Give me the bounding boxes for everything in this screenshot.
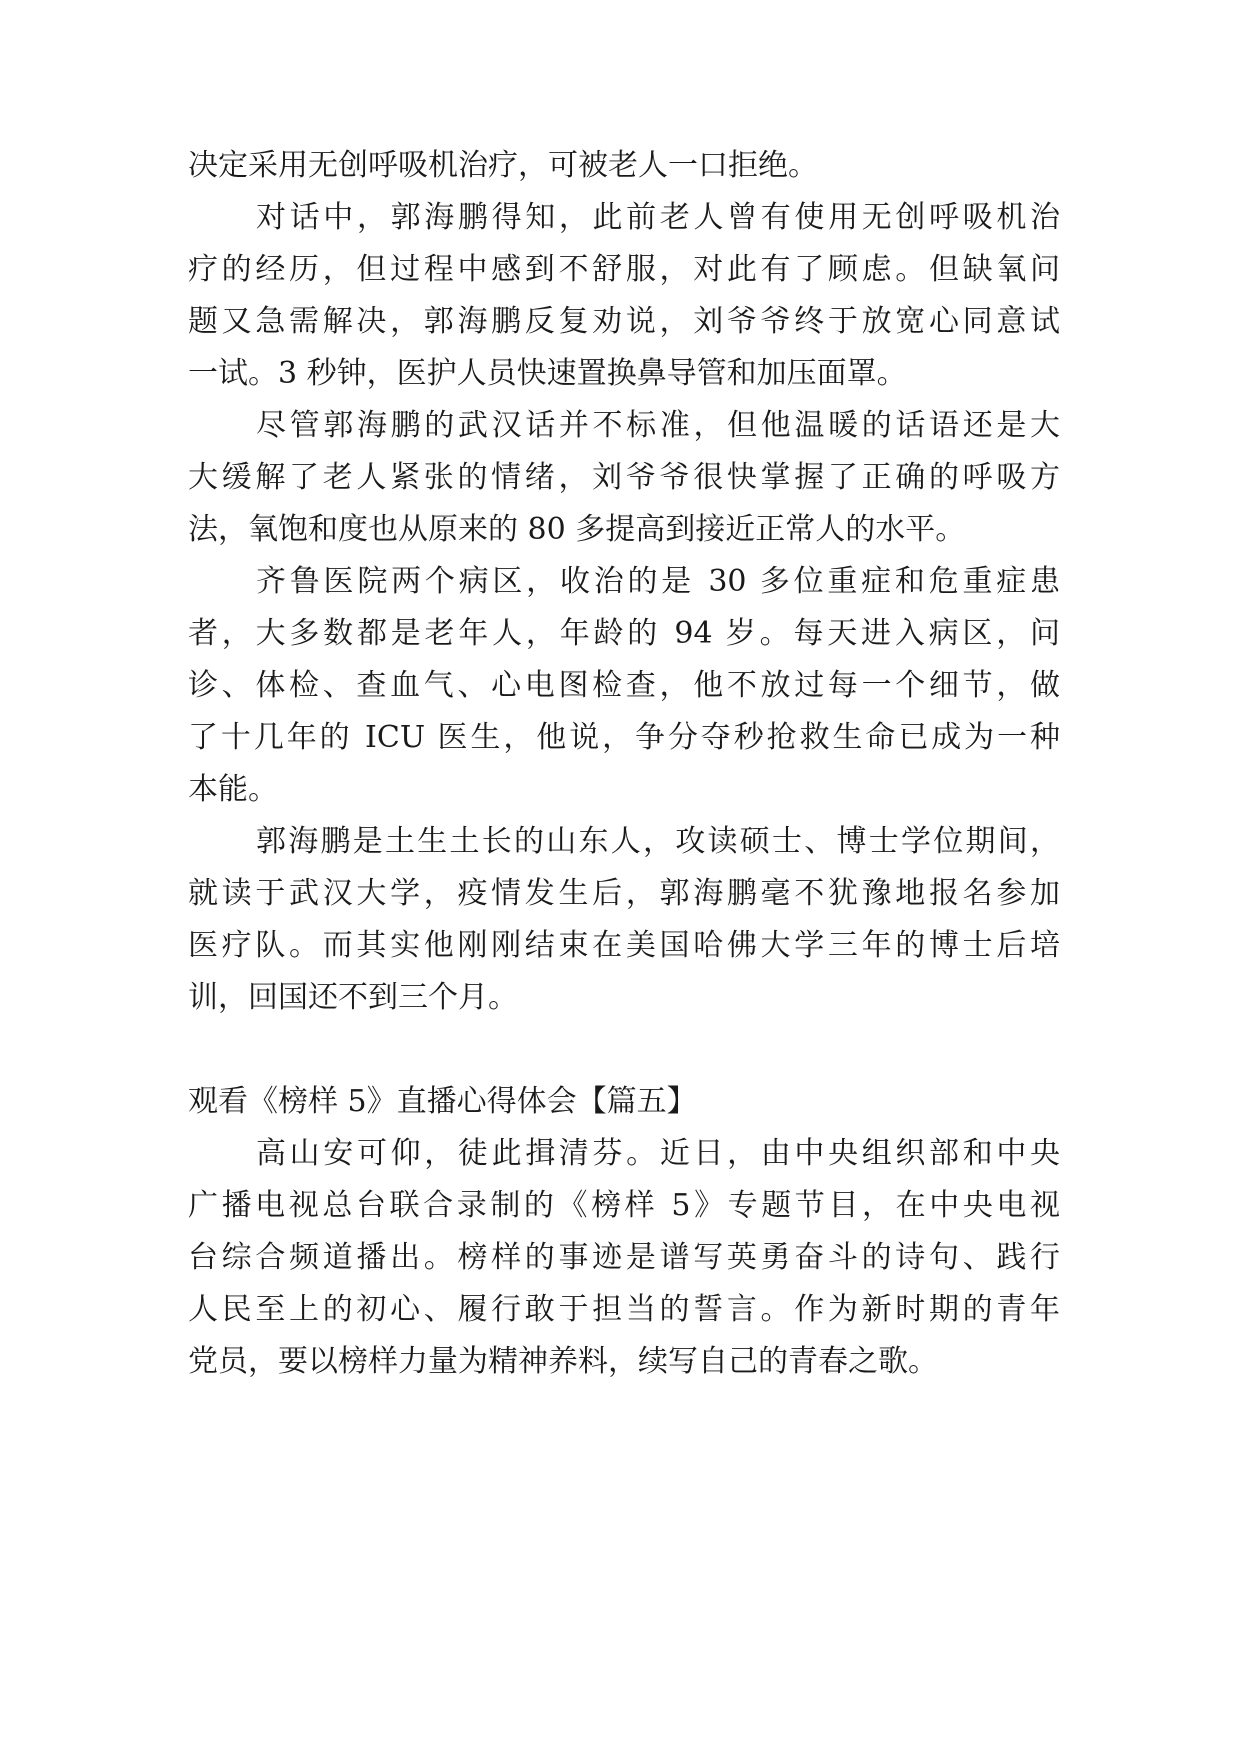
section-heading: 观看《榜样 5》直播心得体会【篇五】 bbox=[188, 1084, 697, 1119]
paragraph-1-line-1: 决定采用无创呼吸机治疗，可被老人一口拒绝。 bbox=[188, 148, 818, 183]
paragraph-6-line-5: 党员，要以榜样力量为精神养料，续写自己的青春之歌。 bbox=[188, 1344, 938, 1379]
paragraph-6-line-4: 人民至上的初心、履行敢于担当的誓言。作为新时期的青年 bbox=[188, 1292, 1060, 1327]
paragraph-5-line-1: 郭海鹏是土生土长的山东人，攻读硕士、博士学位期间， bbox=[256, 824, 1060, 859]
paragraph-6-line-3: 台综合频道播出。榜样的事迹是谱写英勇奋斗的诗句、践行 bbox=[188, 1240, 1060, 1275]
paragraph-4-line-5: 本能。 bbox=[188, 772, 278, 807]
paragraph-3-line-1: 尽管郭海鹏的武汉话并不标准，但他温暖的话语还是大 bbox=[256, 408, 1060, 443]
paragraph-2-line-4: 一试。3 秒钟，医护人员快速置换鼻导管和加压面罩。 bbox=[188, 356, 907, 391]
paragraph-2-line-3: 题又急需解决，郭海鹏反复劝说，刘爷爷终于放宽心同意试 bbox=[188, 304, 1060, 339]
paragraph-4-line-3: 诊、体检、查血气、心电图检查，他不放过每一个细节，做 bbox=[188, 668, 1060, 703]
paragraph-4-line-2: 者，大多数都是老年人，年龄的 94 岁。每天进入病区，问 bbox=[188, 616, 1060, 651]
paragraph-5-line-3: 医疗队。而其实他刚刚结束在美国哈佛大学三年的博士后培 bbox=[188, 928, 1060, 963]
paragraph-6-line-1: 高山安可仰，徒此揖清芬。近日，由中央组织部和中央 bbox=[256, 1136, 1060, 1171]
paragraph-4-line-4: 了十几年的 ICU 医生，他说，争分夺秒抢救生命已成为一种 bbox=[188, 720, 1060, 755]
paragraph-5-line-2: 就读于武汉大学，疫情发生后，郭海鹏毫不犹豫地报名参加 bbox=[188, 876, 1060, 911]
paragraph-2-line-2: 疗的经历，但过程中感到不舒服，对此有了顾虑。但缺氧问 bbox=[188, 252, 1060, 287]
paragraph-4-line-1: 齐鲁医院两个病区，收治的是 30 多位重症和危重症患 bbox=[256, 564, 1060, 599]
paragraph-3-line-3: 法，氧饱和度也从原来的 80 多提高到接近正常人的水平。 bbox=[188, 512, 966, 547]
paragraph-3-line-2: 大缓解了老人紧张的情绪，刘爷爷很快掌握了正确的呼吸方 bbox=[188, 460, 1060, 495]
paragraph-6-line-2: 广播电视总台联合录制的《榜样 5》专题节目，在中央电视 bbox=[188, 1188, 1060, 1223]
paragraph-2-line-1: 对话中，郭海鹏得知，此前老人曾有使用无创呼吸机治 bbox=[256, 200, 1060, 235]
paragraph-5-line-4: 训，回国还不到三个月。 bbox=[188, 980, 518, 1015]
